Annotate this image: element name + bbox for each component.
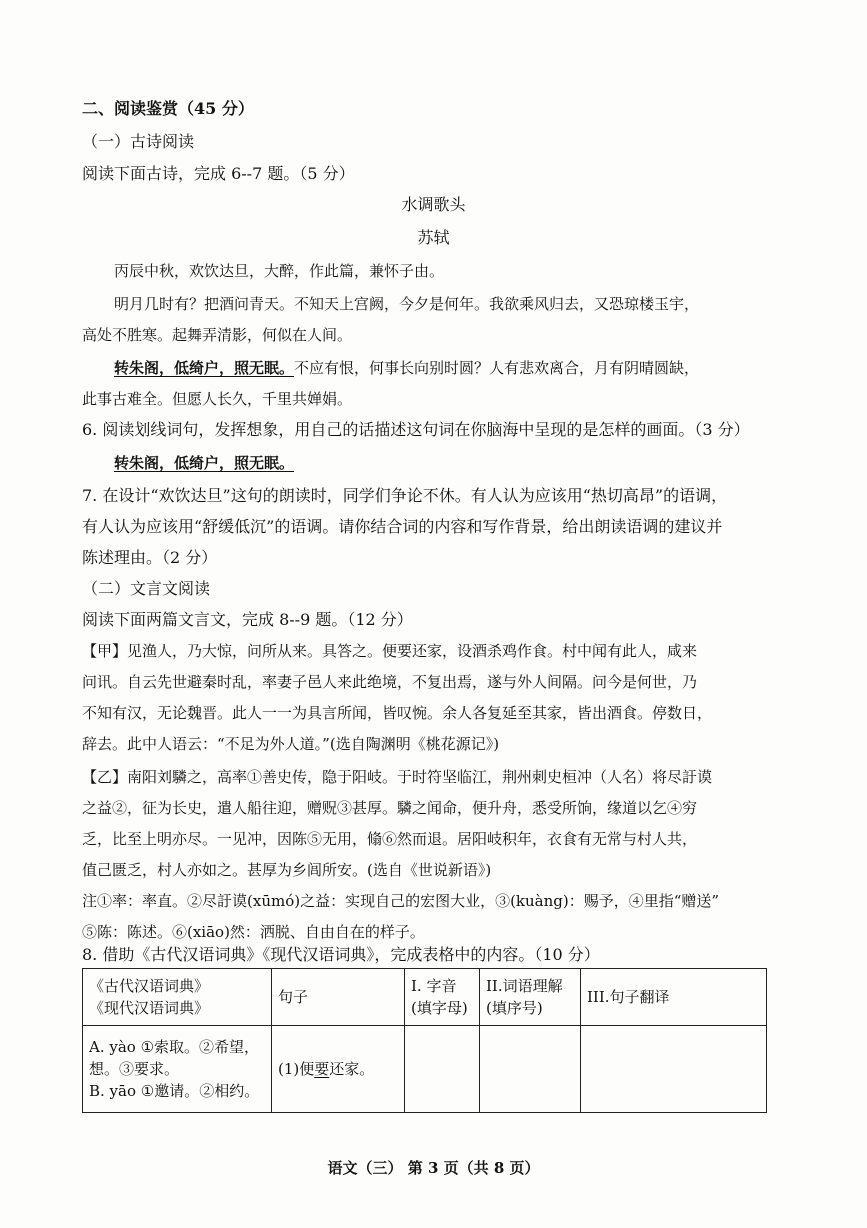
poem-author: 苏轼 [417, 228, 450, 247]
underlined-phrase: 转朱阁，低绮户，照无眠。 [114, 359, 295, 377]
passage-jia-line4: 辞去。此中人语云：“不足为外人道。”(选自陶渊明《桃花源记》) [82, 735, 500, 753]
header-word-meaning [480, 969, 581, 1026]
header-pronunciation [405, 969, 480, 1026]
cell-definitions [83, 1026, 272, 1113]
poem-stanza1-line1: 明月几时有？把酒问青天。不知天上宫阙，今夕是何年。我欲乘风归去，又恐琼楼玉宇， [114, 295, 700, 313]
answer-translation-cell[interactable] [581, 1026, 767, 1113]
header-translation: III.句子翻译 [581, 969, 767, 1026]
cell-sentence [272, 1026, 405, 1113]
poem-preface: 丙辰中秋，欢饮达旦，大醉，作此篇，兼怀子由。 [114, 262, 445, 280]
header-meaning-line2: (填序号) [486, 999, 543, 1017]
definition-line1: A. yào ①索取。②希望， [89, 1038, 260, 1056]
poem-stanza2-line1 [114, 357, 699, 379]
answer-pronunciation-cell[interactable] [405, 1026, 480, 1113]
sentence-key-word: 要 [314, 1060, 330, 1078]
page-footer: 语文（三） 第 3 页（共 8 页） [327, 1159, 540, 1177]
header-meaning-line1: II.词语理解 [486, 977, 563, 995]
part2-heading: （二）文言文阅读 [82, 579, 211, 598]
header-dictionaries [83, 969, 272, 1026]
answer-meaning-cell[interactable] [480, 1026, 581, 1113]
notes-line2: ⑤陈：陈述。⑥(xiāo)然：洒脱、自由自在的样子。 [82, 923, 425, 941]
section-heading: 二、阅读鉴赏（45 分） [82, 99, 254, 118]
header-dict-line1: 《古代汉语词典》 [89, 977, 210, 995]
notes-line1: 注①率：率直。②尽訏谟(xūmó)之益：实现自己的宏图大业，③(kuàng)：赐予，④里指“赠送” [82, 892, 720, 910]
part2-instruction: 阅读下面两篇文言文，完成 8--9 题。（12 分） [82, 610, 413, 629]
part1-instruction: 阅读下面古诗，完成 6--7 题。（5 分） [82, 164, 355, 183]
passage-yi-line2: 之益②，征为长史，遣人船往迎，赠贶③甚厚。驎之闻命，便升舟，悉受所饷，缘道以乞④穷 [82, 799, 698, 817]
definition-line3: B. yāo ①邀请。②相约。 [89, 1082, 260, 1100]
stanza2-rest: 不应有恨，何事长向别时圆？人有悲欢离合，月有阴晴圆缺， [294, 359, 700, 377]
sentence-pre: (1)便 [278, 1060, 315, 1078]
question-6: 6. 阅读划线词句，发挥想象，用自己的话描述这句词在你脑海中呈现的是怎样的画面。（3 分） [82, 420, 750, 439]
question-8: 8. 借助《古代汉语词典》《现代汉语词典》，完成表格中的内容。（10 分） [82, 945, 600, 964]
passage-jia-line2: 问讯。自云先世避秦时乱，率妻子邑人来此绝境，不复出焉，遂与外人间隔。问今是何世，乃 [82, 673, 698, 691]
sentence-post: 还家。 [329, 1060, 375, 1078]
part1-heading: （一）古诗阅读 [82, 132, 195, 151]
table-header-row [83, 969, 767, 1026]
question-7-line2: 有人认为应该用“舒缓低沉”的语调。请你结合词的内容和写作背景，给出朗读语调的建议并 [82, 517, 723, 536]
passage-yi-line1: 【乙】南阳刘驎之，高率①善史传，隐于阳岐。于时符坚临江，荆州刺史桓冲（人名）将尽訏谟 [82, 768, 713, 786]
question-6-quote: 转朱阁，低绮户，照无眠。 [114, 454, 295, 472]
header-dict-line2: 《现代汉语词典》 [89, 999, 210, 1017]
header-pron-line2: (填字母) [411, 999, 468, 1017]
header-pron-line1: I. 字音 [411, 977, 457, 995]
question-7-line3: 陈述理由。（2 分） [82, 548, 218, 567]
header-sentence: 句子 [272, 969, 405, 1026]
passage-yi-line4: 值己匮乏，村人亦如之。甚厚为乡闾所安。(选自《世说新语》) [82, 861, 492, 879]
passage-jia-line3: 不知有汉，无论魏晋。此人一一为具言所闻，皆叹惋。余人各复延至其家，皆出酒食。停数日， [82, 704, 713, 722]
table-row [83, 1026, 767, 1113]
passage-jia-line1: 【甲】见渔人，乃大惊，问所从来。具答之。便要还家，设酒杀鸡作食。村中闻有此人，咸来 [82, 642, 698, 660]
poem-stanza2-line2: 此事古难全。但愿人长久，千里共婵娟。 [82, 390, 353, 408]
vocab-table [82, 968, 767, 1113]
passage-yi-line3: 乏，比至上明亦尽。一见冲，因陈⑤无用，翛⑥然而退。居阳岐积年，衣食有无常与村人共， [82, 830, 698, 848]
question-7-line1: 7. 在设计“欢饮达旦”这句的朗读时，同学们争论不休。有人认为应该用“热切高昂”的语调， [82, 486, 728, 505]
poem-stanza1-line2: 高处不胜寒。起舞弄清影，何似在人间。 [82, 326, 353, 344]
definition-line2: 想。③要求。 [89, 1060, 180, 1078]
poem-title: 水调歌头 [401, 195, 466, 214]
